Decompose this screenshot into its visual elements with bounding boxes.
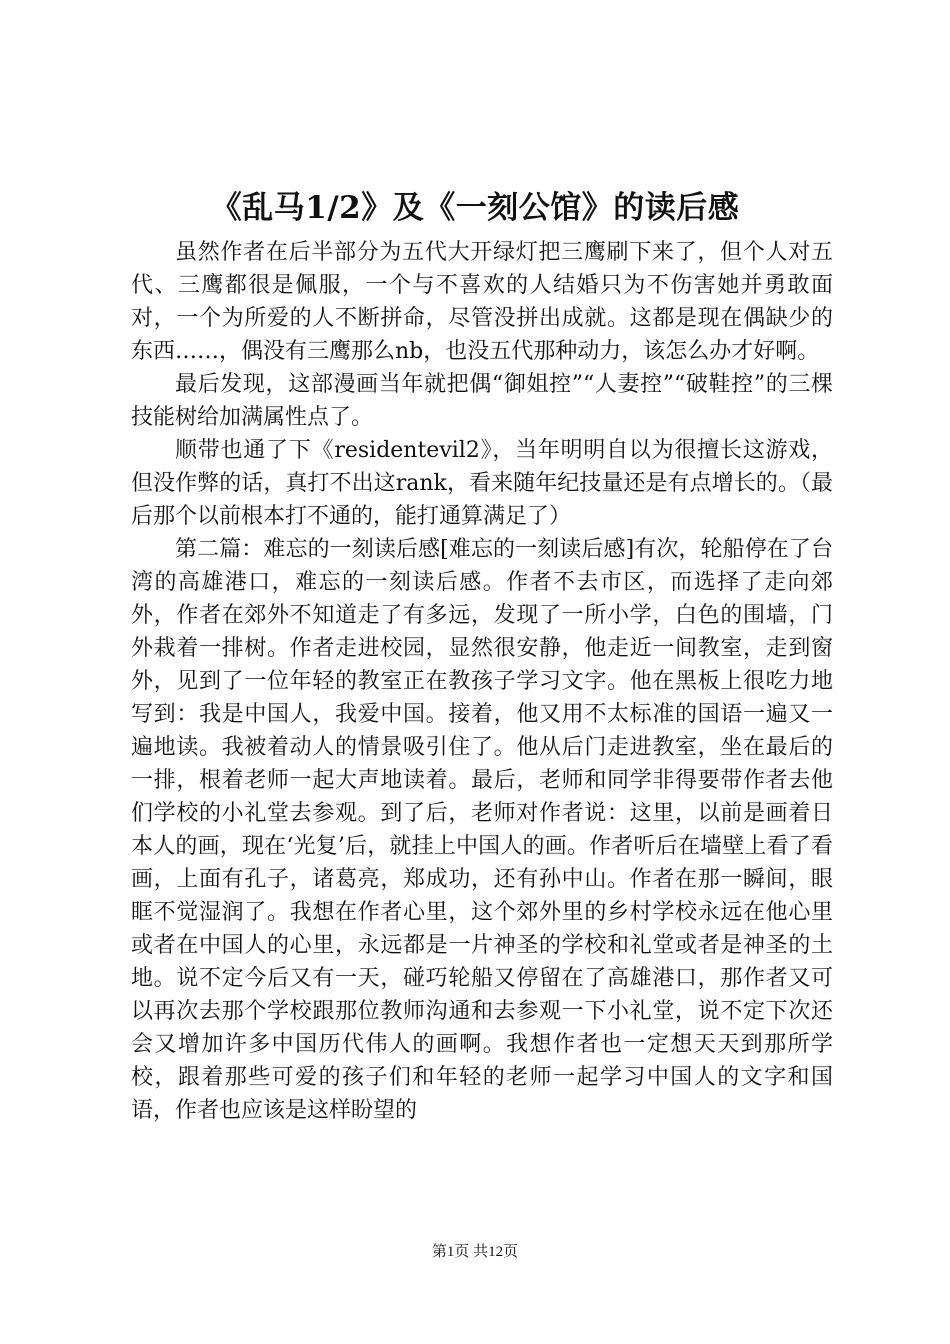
paragraph: 虽然作者在后半部分为五代大开绿灯把三鹰刷下来了，但个人对五代、三鹰都很是佩服，一个与不喜欢的人结婚只为不伤害她并勇敢面对，一个为所爱的人不断拼命，尽管没拼出成就。这都是现在偶缺少的东西……，偶没有三鹰那么nb，也没五代那种动力，该怎么办才好啊。 xyxy=(131,240,833,364)
document-body xyxy=(131,236,833,1127)
page-number-footer: 第1页 共12页 xyxy=(431,1244,519,1260)
document-title: 《乱马1/2》及《一刻公馆》的读后感 xyxy=(210,190,740,226)
paragraph: 第二篇：难忘的一刻读后感[难忘的一刻读后感]有次，轮船停在了台湾的高雄港口，难忘的一刻读后感。作者不去市区，而选择了走向郊外，作者在郊外不知道走了有多远，发现了一所小学，白色的围墙，门外栽着一排树。作者走进校园，显然很安静，他走近一间教室，走到窗外，见到了一位年轻的教室正在教孩子学习文字。他在黑板上很吃力地写到：我是中国人，我爱中国。接着，他又用不太标准的国语一遍又一遍地读。我被着动人的情景吸引住了。他从后门走进教室，坐在最后的一排，根着老师一起大声地读着。最后，老师和同学非得要带作者去他们学校的小礼堂去参观。到了后，老师对作者说：这里，以前是画着日本人的画，现在‘光复’后，就挂上中国人的画。作者听后在墙壁上看了看画，上面有孔子，诸葛亮，郑成功，还有孙中山。作者在那一瞬间，眼眶不觉湿润了。我想在作者心里，这个郊外里的乡村学校永远在他心里或者在中国人的心里，永远都是一片神圣的学校和礼堂或者是神圣的土地。说不定今后又有一天，碰巧轮船又停留在了高雄港口，那作者又可以再次去那个学校跟那位教师沟通和去参观一下小礼堂，说不定下次还会又增加许多中国历代伟人的画啊。我想作者也一定想天天到那所学校，跟着那些可爱的孩子们和年轻的老师一起学习中国人的文字和国语，作者也应该是这样盼望的 xyxy=(131,537,833,1123)
paragraph: 最后发现，这部漫画当年就把偶“御姐控”“人妻控”“破鞋控”的三棵技能树给加满属性点了。 xyxy=(131,372,833,430)
paragraph: 顺带也通了下《residentevil2》，当年明明自以为很擅长这游戏，但没作弊的话，真打不出这rank，看来随年纪技量还是有点增长的。（最后那个以前根本打不通的，能打通算满足了） xyxy=(131,438,833,529)
